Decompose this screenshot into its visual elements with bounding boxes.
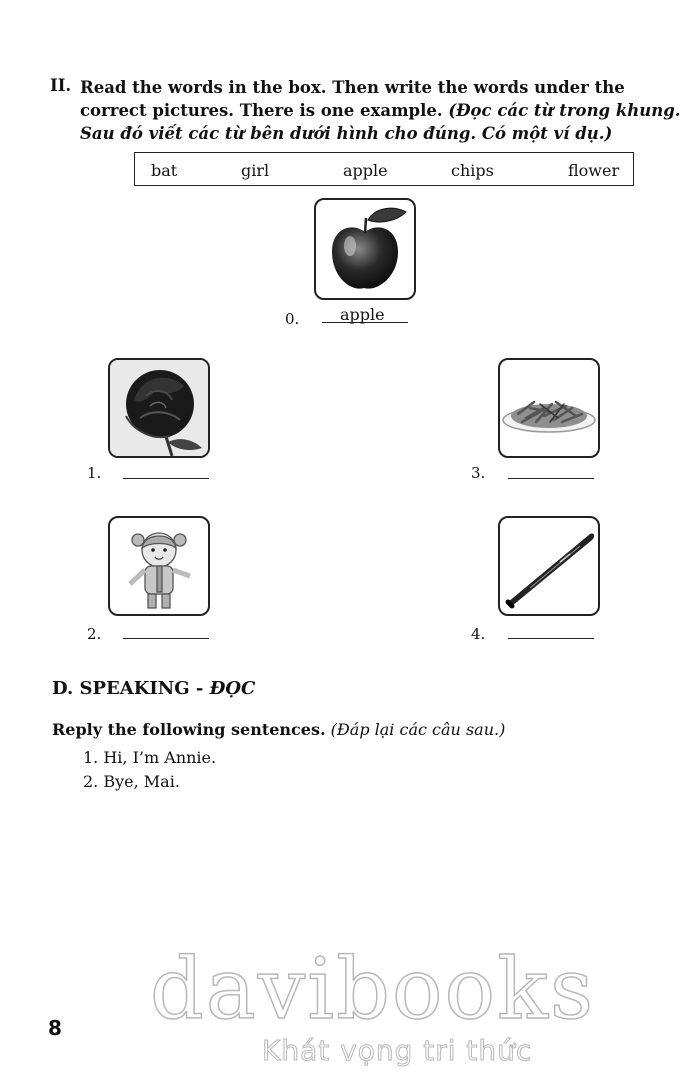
chips-icon xyxy=(500,360,598,456)
item-3-picture xyxy=(498,358,600,458)
item-1-answer-line xyxy=(123,478,209,479)
word-girl: girl xyxy=(241,161,270,180)
item-1-picture xyxy=(108,358,210,458)
speaking-sentence-2: 2. Bye, Mai. xyxy=(83,772,180,791)
item-4-picture xyxy=(498,516,600,616)
bat-icon xyxy=(500,518,598,614)
exercise-number: II. xyxy=(50,76,72,95)
speaking-instruction-english: Reply the following sentences. xyxy=(52,720,326,739)
speaking-instruction-vietnamese: (Đáp lại các câu sau.) xyxy=(330,720,506,739)
word-box xyxy=(134,152,634,186)
instruction-english: Read the words in the box. Then write the words under the correct pictures. There is one example. xyxy=(80,78,625,120)
example-answer: apple xyxy=(340,305,385,324)
example-number: 0. xyxy=(285,310,300,328)
word-flower: flower xyxy=(568,161,620,180)
item-3-answer-line xyxy=(508,478,594,479)
section-title xyxy=(52,678,255,699)
word-bat: bat xyxy=(151,161,178,180)
section-title-english: D. SPEAKING - xyxy=(52,678,210,699)
item-3-number: 3. xyxy=(471,464,486,482)
exercise-instruction xyxy=(80,76,690,145)
item-1-number: 1. xyxy=(87,464,102,482)
girl-icon xyxy=(110,518,208,614)
watermark-slogan: Khát vọng tri thức xyxy=(262,1034,533,1067)
item-4-answer-line xyxy=(508,638,594,639)
section-title-vietnamese: ĐỌC xyxy=(209,678,256,699)
apple-icon xyxy=(316,200,414,298)
word-apple: apple xyxy=(343,161,388,180)
page-number: 8 xyxy=(48,1016,62,1040)
flower-icon xyxy=(110,360,208,456)
item-2-answer-line xyxy=(123,638,209,639)
watermark-brand: davibooks xyxy=(150,940,596,1038)
instruction-vietnamese: (Đọc các từ trong khung. Sau đó viết các từ bên dưới hình cho đúng. Có một ví dụ.) xyxy=(80,101,681,143)
speaking-instruction xyxy=(52,720,505,739)
example-picture xyxy=(314,198,416,300)
speaking-sentence-1: 1. Hi, I’m Annie. xyxy=(83,748,217,767)
item-4-number: 4. xyxy=(471,625,486,643)
item-2-number: 2. xyxy=(87,625,102,643)
item-2-picture xyxy=(108,516,210,616)
word-chips: chips xyxy=(451,161,494,180)
